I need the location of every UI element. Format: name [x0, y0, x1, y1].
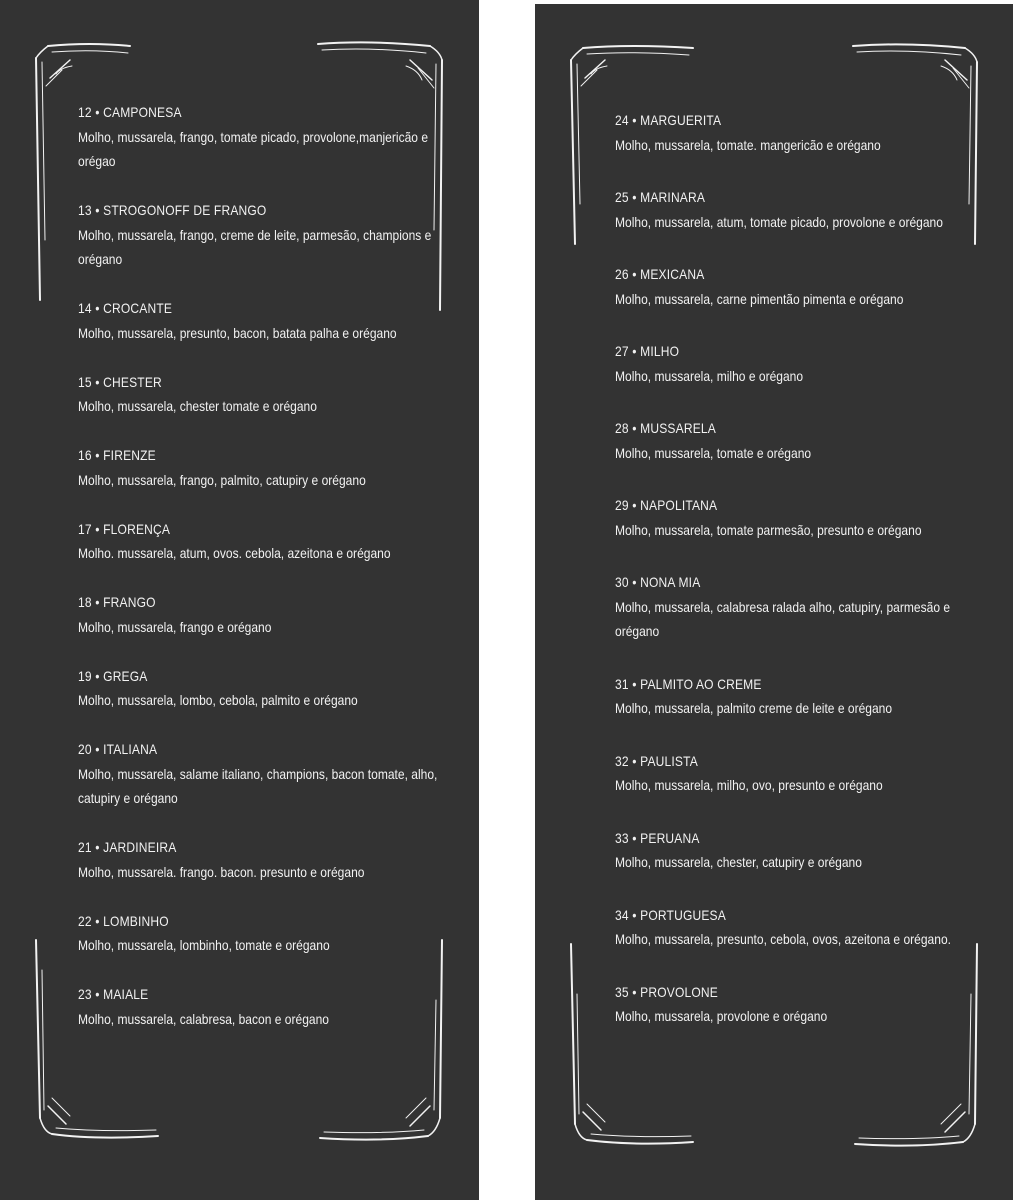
item-title: 28 • MUSSARELA	[615, 420, 716, 436]
item-title: 29 • NAPOLITANA	[615, 497, 718, 513]
item-title: 32 • PAULISTA	[615, 752, 698, 769]
item-description: Molho, mussarela. frango. bacon. presunto e orégano	[78, 863, 365, 880]
menu-item	[78, 370, 448, 419]
item-title: 12 • CAMPONESA	[78, 104, 182, 120]
menu-item	[78, 296, 448, 345]
item-description: Molho, mussarela, presunto, bacon, batata palha e orégano	[78, 324, 397, 341]
item-title: 21 • JARDINEIRA	[78, 839, 177, 855]
item-description: Molho, mussarela, milho, ovo, presunto e orégano	[615, 777, 883, 793]
item-description: Molho, mussarela, chester, catupiry e orégano	[615, 854, 862, 870]
item-title: 13 • STROGONOFF DE FRANGO	[78, 202, 267, 218]
item-description: Molho, mussarela, frango, tomate picado, provolone,manjericão e orégao	[78, 128, 429, 169]
menu-item	[78, 100, 448, 174]
item-description: Molho, mussarela, chester tomate e orégano	[78, 398, 317, 414]
menu-item	[78, 443, 448, 492]
item-description: Molho, mussarela, atum, tomate picado, provolone e orégano	[615, 213, 943, 230]
item-description: Molho, mussarela, frango, creme de leite, parmesão, champions e orégano	[78, 226, 432, 267]
item-title: 24 • MARGUERITA	[615, 112, 722, 128]
item-description: Molho, mussarela, tomate parmesão, presunto e orégano	[615, 521, 922, 538]
menu-item	[615, 672, 985, 721]
menu-item	[78, 664, 448, 713]
menu-item	[78, 835, 448, 884]
item-title: 27 • MILHO	[615, 343, 680, 359]
item-title: 18 • FRANGO	[78, 594, 156, 610]
item-description: Molho, mussarela, palmito creme de leite e orégano	[615, 700, 893, 716]
menu-item	[615, 339, 985, 388]
menu-item	[615, 185, 985, 234]
item-description: Molho. mussarela, atum, ovos. cebola, azeitona e orégano	[78, 545, 391, 561]
menu-item	[78, 590, 448, 639]
menu-item	[615, 108, 985, 157]
item-title: 17 • FLORENÇA	[78, 520, 171, 537]
item-description: Molho, mussarela, tomate. mangericão e orégano	[615, 136, 881, 153]
item-title: 31 • PALMITO AO CREME	[615, 675, 762, 692]
item-description: Molho, mussarela, lombo, cebola, palmito e orégano	[78, 692, 358, 708]
item-title: 26 • MEXICANA	[615, 266, 705, 282]
item-title: 30 • NONA MIA	[615, 574, 701, 590]
item-title: 22 • LOMBINHO	[78, 912, 169, 929]
menu-item	[615, 493, 985, 542]
menu-item	[615, 262, 985, 311]
menu-item	[615, 826, 985, 875]
item-title: 16 • FIRENZE	[78, 447, 156, 463]
item-title: 35 • PROVOLONE	[615, 983, 718, 1000]
menu-item	[615, 749, 985, 798]
item-description: Molho, mussarela, lombinho, tomate e orégano	[78, 937, 330, 953]
item-description: Molho, mussarela, calabresa ralada alho, catupiry, parmesão e orégano	[615, 598, 951, 639]
item-description: Molho, mussarela, milho e orégano	[615, 367, 804, 384]
item-title: 14 • CROCANTE	[78, 300, 173, 316]
menu-item	[615, 980, 985, 1029]
item-description: Molho, mussarela, frango, palmito, catupiry e orégano	[78, 471, 366, 488]
menu-panel-left	[0, 0, 479, 1200]
item-title: 33 • PERUANA	[615, 829, 700, 846]
item-description: Molho, mussarela, presunto, cebola, ovos, azeitona e orégano.	[615, 931, 951, 947]
menu-item	[78, 982, 448, 1031]
pizza-list-right	[615, 108, 985, 1057]
menu-item	[78, 198, 448, 272]
menu-item	[78, 909, 448, 958]
item-description: Molho, mussarela, tomate e orégano	[615, 444, 812, 461]
item-title: 34 • PORTUGUESA	[615, 906, 726, 923]
item-title: 25 • MARINARA	[615, 189, 706, 205]
item-description: Molho, mussarela, carne pimentão pimenta e orégano	[615, 290, 904, 307]
item-description: Molho, mussarela, provolone e orégano	[615, 1008, 828, 1024]
item-title: 20 • ITALIANA	[78, 741, 158, 757]
item-description: Molho, mussarela, frango e orégano	[78, 618, 272, 635]
pizza-list-left	[78, 100, 448, 1056]
item-title: 23 • MAIALE	[78, 986, 149, 1002]
menu-item	[78, 737, 448, 811]
menu-item	[615, 570, 985, 644]
menu-item	[615, 903, 985, 952]
item-title: 15 • CHESTER	[78, 373, 162, 390]
menu-item	[615, 416, 985, 465]
menu-item	[78, 517, 448, 566]
item-description: Molho, mussarela, salame italiano, champions, bacon tomate, alho, catupiry e orégano	[78, 765, 438, 806]
menu-panel-right	[535, 4, 1013, 1200]
item-description: Molho, mussarela, calabresa, bacon e orégano	[78, 1010, 329, 1027]
item-title: 19 • GREGA	[78, 667, 148, 684]
